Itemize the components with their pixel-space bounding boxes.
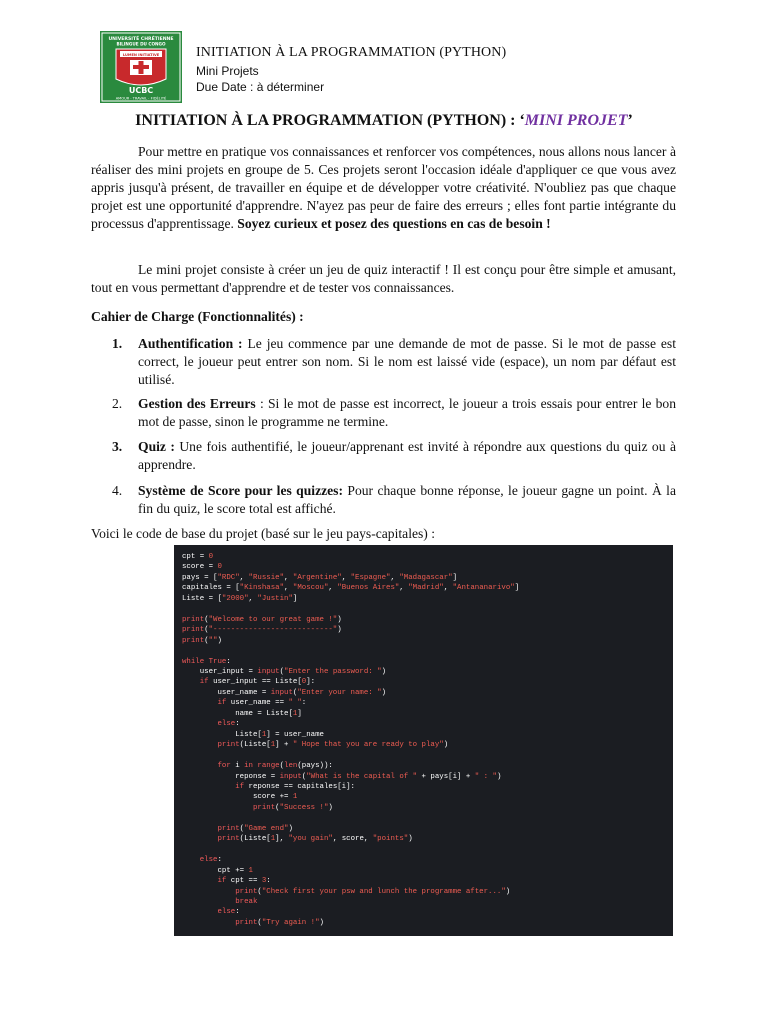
code-token: ) [496, 772, 502, 781]
code-token: ) [337, 626, 342, 635]
code-token: ) [443, 741, 449, 750]
document-title-end: ’ [627, 112, 633, 129]
code-token: "" [208, 636, 218, 645]
code-line [182, 636, 673, 646]
code-token: "points" [372, 835, 409, 844]
code-token: "---------------------------" [208, 626, 338, 635]
code-token [182, 783, 235, 791]
code-token: if [235, 782, 249, 791]
code-line [182, 866, 673, 876]
code-token: ] [292, 594, 298, 603]
list-item-title: Gestion des Erreurs [138, 396, 256, 411]
list-item-number: 4. [112, 483, 123, 498]
code-line [182, 834, 673, 844]
code-token: while [182, 657, 209, 666]
code-token: "Kinshasa" [239, 584, 285, 593]
code-token: cpt == [230, 877, 262, 886]
code-line [182, 845, 673, 855]
code-line [182, 751, 673, 761]
code-token: ( [292, 688, 298, 697]
code-token: input [279, 772, 302, 781]
code-token: , [443, 584, 453, 593]
code-token: len [284, 762, 298, 771]
intro-text: Pour mettre en pratique vos connaissances et renforcer vos compétences, nous allons nous lancer à réaliser des mini projets en groupe de 5. Ces projets seront l'occasion idéale d'appliquer ce que vous avez appris jusqu'à présent, de travailler en équipe et de développer votre créativité. N'oubliez pas que chaque projet est une opportunité d'apprendre. N'ayez pas peur de faire des erreurs ; elles font partie intégrante du processus d'apprentissage. [91, 144, 676, 231]
code-token: "you gain" [288, 835, 333, 844]
code-token: 1 [292, 709, 298, 718]
code-line [182, 761, 673, 771]
code-token [182, 835, 217, 843]
code-line [182, 688, 673, 698]
logo-text-line-5: AMOUR · TRAVAIL · FIDÉLITÉ [115, 96, 167, 101]
code-token: (Liste[ [239, 741, 271, 750]
code-token [182, 856, 200, 864]
code-line [182, 730, 673, 740]
code-token: : [235, 908, 240, 917]
logo-text-line-4: UCBC [128, 86, 154, 95]
code-token: ( [301, 772, 307, 781]
code-token: ]: [306, 678, 316, 687]
code-token: 1 [270, 741, 276, 750]
code-token: , [399, 584, 409, 593]
header-title: INITIATION À LA PROGRAMMATION (PYTHON) [196, 45, 507, 60]
code-token: input [257, 667, 280, 676]
code-line [182, 646, 673, 656]
list-item-title: Système de Score pour les quizzes: [138, 483, 343, 498]
code-token: cpt += [182, 866, 249, 875]
code-token [182, 898, 235, 906]
code-token: print [217, 835, 240, 844]
code-line [182, 667, 673, 677]
code-token: "What is the capital of " [306, 772, 418, 781]
code-token: print [252, 803, 276, 812]
cahier-heading: Cahier de Charge (Fonctionnalités) : [91, 309, 304, 324]
code-token: ) [288, 824, 293, 833]
code-token: 0 [301, 678, 307, 687]
code-token: print [182, 626, 205, 635]
code-token: ] [297, 709, 302, 718]
code-line [182, 594, 673, 604]
document-title-highlight: MINI PROJET [524, 112, 628, 129]
code-token: break [235, 897, 258, 906]
code-token: score += [182, 793, 293, 802]
code-token: ( [204, 626, 209, 635]
code-token: user_name == [230, 699, 289, 708]
code-token [182, 919, 235, 927]
code-token: Liste = [ [182, 594, 222, 603]
code-token: if [199, 678, 214, 687]
list-item-text: : Si le mot de passe est incorrect, le joueur a trois essais pour entrer le bon mot de passe, sinon le programme ne termine. [138, 396, 677, 429]
code-token: user_name = [182, 688, 271, 697]
code-line [182, 824, 673, 834]
code-token: if [217, 699, 231, 708]
code-token: , [328, 584, 338, 593]
code-token [182, 804, 253, 812]
code-intro-text: Voici le code de base du projet (basé sur le jeu pays-capitales) : [91, 526, 435, 541]
code-token: i [235, 762, 245, 771]
list-item-number: 1. [112, 336, 123, 351]
code-token: "Game end" [244, 824, 289, 833]
code-token: (Liste[ [239, 835, 271, 844]
code-token: , [390, 573, 400, 582]
code-line [182, 803, 673, 813]
code-token: ) [381, 688, 387, 697]
code-token: ( [204, 615, 209, 624]
code-token: name = Liste[ [182, 709, 293, 718]
description-text: Le mini projet consiste à créer un jeu de quiz interactif ! Il est conçu pour être simple et amusant, tout en vous permettant d'apprendre et de tester vos connaissances. [91, 262, 676, 295]
code-token: ( [257, 887, 262, 896]
code-token: "Argentine" [292, 573, 342, 582]
code-token: "RDC" [217, 573, 240, 582]
code-token: ( [239, 824, 245, 833]
logo-text-line-3: LUMEN INITIATIVE [122, 52, 160, 57]
code-token: 1 [248, 866, 253, 875]
code-token [182, 720, 217, 728]
code-token: reponse = [182, 772, 280, 781]
logo-text-line-1: UNIVERSITÉ CHRÉTIENNE [108, 37, 174, 42]
code-token: ) [319, 918, 324, 927]
code-line [182, 897, 673, 907]
list-item [112, 335, 676, 389]
code-token: "Enter the password: " [284, 667, 382, 676]
code-token [182, 877, 217, 885]
code-token: else [199, 856, 218, 865]
list-item-title: Authentification : [138, 336, 243, 351]
code-token: ) [505, 887, 511, 896]
code-token: "Madagascar" [399, 573, 453, 582]
code-token: "Antananarivo" [452, 584, 515, 593]
list-item [112, 395, 677, 431]
code-line [182, 792, 673, 802]
code-token: "Enter your name: " [297, 688, 382, 697]
document-title [0, 112, 768, 130]
code-token: : [301, 699, 307, 708]
code-token: , [284, 584, 293, 593]
intro-paragraph [91, 143, 676, 233]
code-token: reponse == capitales[i]: [248, 782, 355, 791]
code-token: else [217, 720, 236, 729]
code-line [182, 552, 673, 562]
code-token: "Welcome to our great game !" [208, 615, 338, 624]
code-token: ], [275, 835, 289, 844]
code-token [182, 699, 217, 707]
list-item-number: 2. [112, 396, 123, 411]
code-token: for [217, 762, 236, 771]
code-token: ) [328, 803, 333, 812]
code-token: : [217, 856, 222, 865]
code-token: ( [279, 667, 285, 676]
code-token [182, 825, 217, 833]
code-token: " " [288, 699, 302, 708]
intro-bold-text: Soyez curieux et posez des questions en cas de besoin ! [237, 216, 551, 231]
code-token: (pays)): [297, 762, 333, 771]
list-item [112, 438, 677, 474]
code-line [182, 887, 673, 897]
code-token [182, 908, 217, 916]
code-token: 0 [208, 553, 214, 561]
code-token: ] = user_name [266, 730, 324, 739]
code-token: print [235, 887, 258, 896]
code-token: ) [337, 615, 342, 624]
code-token: pays = [ [182, 573, 218, 582]
code-token [182, 678, 200, 686]
code-line [182, 907, 673, 917]
code-token: if [217, 877, 231, 886]
code-line [182, 657, 673, 667]
code-token: 3 [261, 877, 267, 886]
code-token: ) [217, 636, 222, 645]
code-token: True [208, 657, 227, 666]
due-date: Due Date : à déterminer [196, 80, 325, 94]
code-token: ] [452, 573, 458, 582]
list-item-text: Une fois authentifié, le joueur/apprenant est invité à répondre aux questions du quiz ou à apprendre. [138, 439, 677, 472]
code-line [182, 719, 673, 729]
code-token: in [244, 762, 258, 771]
code-token: ) [408, 835, 413, 844]
code-line [182, 740, 673, 750]
code-token: "Moscou" [292, 584, 329, 593]
code-line [182, 876, 673, 886]
code-token: ( [279, 762, 285, 771]
document-title-main: INITIATION À LA PROGRAMMATION (PYTHON) : ‘ [135, 112, 525, 129]
list-item-text: Le jeu commence par une demande de mot de passe. Si le mot de passe est correct, le joueur peut entrer son nom. Si le nom est laissé vide (espace), un nom par défaut est utilisé. [138, 336, 676, 387]
code-line [182, 604, 673, 614]
code-token: , score, [332, 835, 373, 844]
code-token: 0 [217, 563, 222, 572]
code-token: : [235, 720, 240, 729]
logo-text-line-2: BILINGUE DU CONGO [116, 41, 166, 47]
code-token: " : " [474, 772, 497, 781]
code-token: , [239, 573, 249, 582]
code-token: ) [381, 667, 387, 676]
code-token: else [217, 908, 236, 917]
code-token: 1 [261, 730, 267, 739]
code-token: " Hope that you are ready to play" [292, 741, 444, 750]
code-line [182, 583, 673, 593]
code-token: ( [275, 803, 280, 812]
code-line [182, 855, 673, 865]
code-token: "Justin" [257, 594, 293, 603]
code-token: ] + [275, 741, 293, 750]
code-token: ] [514, 584, 520, 593]
code-token: print [217, 741, 240, 750]
code-line [182, 698, 673, 708]
code-line [182, 918, 673, 928]
header-subtitle: Mini Projets [196, 64, 259, 78]
code-token: user_input = [182, 667, 258, 676]
code-token: cpt = [182, 553, 209, 561]
list-item-number: 3. [112, 439, 123, 454]
code-token: print [235, 918, 258, 927]
code-token: "Madrid" [408, 584, 444, 593]
code-token: 1 [292, 793, 298, 802]
code-block [174, 545, 673, 928]
code-line [182, 772, 673, 782]
code-line [182, 782, 673, 792]
code-line [182, 562, 673, 572]
code-line [182, 625, 673, 635]
code-token: "Buenos Aires" [337, 584, 400, 593]
code-token: score = [182, 563, 218, 572]
code-token [182, 741, 217, 749]
code-token: ( [204, 636, 209, 645]
code-line [182, 677, 673, 687]
code-token: : [266, 877, 271, 886]
code-token: Liste[ [182, 730, 262, 739]
code-token: capitales = [ [182, 584, 240, 593]
code-token: "Espagne" [350, 573, 391, 582]
code-token: print [182, 615, 205, 624]
code-token: : [226, 657, 231, 666]
code-token: + pays[i] + [417, 772, 475, 781]
code-token: "Try again !" [261, 918, 320, 927]
code-token: user_input == Liste[ [213, 678, 302, 687]
list-item-text: Pour chaque bonne réponse, le joueur gagne un point. À la fin du quiz, le score total est affiché. [138, 483, 676, 516]
code-token: , [284, 573, 293, 582]
list-item [112, 482, 676, 518]
code-token [182, 888, 235, 896]
code-token: "Success !" [279, 803, 329, 812]
code-token: print [217, 824, 240, 833]
code-token: print [182, 636, 205, 645]
code-token: , [248, 594, 258, 603]
code-token: ( [257, 918, 262, 927]
code-token: range [257, 762, 280, 771]
code-line [182, 573, 673, 583]
code-token: "Russie" [248, 573, 285, 582]
code-line [182, 813, 673, 823]
code-line [182, 709, 673, 719]
code-token: "Check first your psw and lunch the programme after..." [261, 887, 506, 896]
list-item-title: Quiz : [138, 439, 175, 454]
code-token: input [270, 688, 293, 697]
code-token: , [341, 573, 351, 582]
code-token [182, 762, 217, 770]
university-logo [100, 31, 182, 103]
code-screenshot [174, 545, 673, 936]
code-token: 1 [270, 835, 276, 844]
code-line [182, 615, 673, 625]
code-token: "2000" [221, 594, 249, 603]
description-paragraph [91, 261, 676, 297]
